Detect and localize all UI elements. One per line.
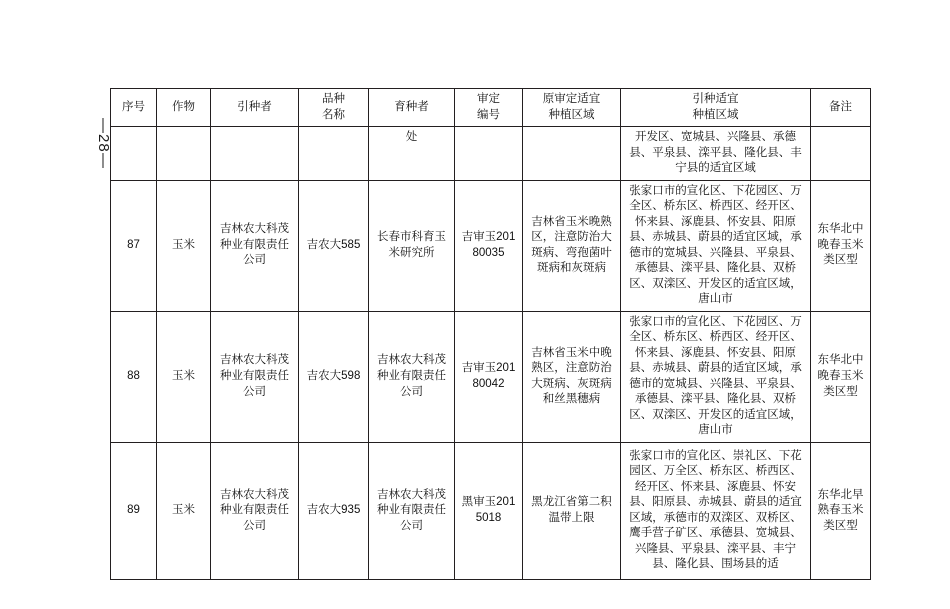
column-header-introducer: 引种者 <box>211 89 299 127</box>
page-number-value: 28 <box>95 134 112 153</box>
cell-breeder: 长春市科育玉米研究所 <box>369 180 455 311</box>
table-row <box>111 127 871 181</box>
cell-introducer: 吉林农大科茂种业有限责任公司 <box>211 311 299 442</box>
table-row <box>111 442 871 579</box>
cell-crop: 玉米 <box>157 180 211 311</box>
page-number-left-dash: — <box>95 118 112 134</box>
cell-variety: 吉农大598 <box>299 311 369 442</box>
variety-approval-table <box>110 88 871 580</box>
column-header-code-line2: 编号 <box>477 108 500 121</box>
cell-breeder: 吉林农大科茂种业有限责任公司 <box>369 442 455 579</box>
cell-intro-region: 张家口市的宣化区、下花园区、万全区、桥东区、桥西区、经开区、怀来县、涿鹿县、怀安县、阳原县、赤城县、蔚县的适宜区域，承德市的宽城县、兴隆县、平泉县、承德县、滦平县、隆化县、双桥区、双滦区、开发区的适宜区域，唐山市 <box>621 311 811 442</box>
table-row <box>111 180 871 311</box>
cell-origin-region: 黑龙江省第二积温带上限 <box>523 442 621 579</box>
cell-intro-region: 开发区、宽城县、兴隆县、承德县、平泉县、滦平县、隆化县、丰宁县的适宜区域 <box>621 127 811 181</box>
column-header-code <box>455 89 523 127</box>
column-header-variety-line1: 品种 <box>322 93 345 105</box>
cell-remark: 东华北中晚春玉米类区型 <box>811 180 871 311</box>
cell-introducer <box>211 127 299 181</box>
column-header-origin-line2: 种植区域 <box>548 108 595 121</box>
cell-origin-region: 吉林省玉米中晚熟区，注意防治大斑病、灰斑病和丝黑穗病 <box>523 311 621 442</box>
cell-introducer: 吉林农大科茂种业有限责任公司 <box>211 442 299 579</box>
cell-variety <box>299 127 369 181</box>
column-header-region-line2: 种植区域 <box>692 108 739 121</box>
cell-code: 黑审玉2015018 <box>455 442 523 579</box>
cell-intro-region: 张家口市的宣化区、崇礼区、下花园区、万全区、桥东区、桥西区、经开区、怀来县、涿鹿县、怀安县、阳原县、赤城县、蔚县的适宜区域，承德市的双滦区、双桥区、鹰手营子矿区、承德县、宽城县、兴隆县、平泉县、滦平县、丰宁县、隆化县、围场县的适 <box>621 442 811 579</box>
column-header-variety <box>299 89 369 127</box>
cell-breeder: 处 <box>369 127 455 181</box>
cell-variety: 吉农大935 <box>299 442 369 579</box>
table-body <box>111 127 871 580</box>
table-header <box>111 89 871 127</box>
column-header-intro-region <box>621 89 811 127</box>
cell-remark <box>811 127 871 181</box>
cell-remark: 东华北中晚春玉米类区型 <box>811 311 871 442</box>
column-header-origin-region <box>523 89 621 127</box>
cell-remark: 东华北早熟春玉米类区型 <box>811 442 871 579</box>
cell-seq <box>111 127 157 181</box>
cell-code: 吉审玉20180042 <box>455 311 523 442</box>
cell-breeder: 吉林农大科茂种业有限责任公司 <box>369 311 455 442</box>
cell-seq: 88 <box>111 311 157 442</box>
cell-code <box>455 127 523 181</box>
column-header-seq: 序号 <box>111 89 157 127</box>
cell-seq: 87 <box>111 180 157 311</box>
cell-crop: 玉米 <box>157 311 211 442</box>
cell-origin-region: 吉林省玉米晚熟区，注意防治大斑病、弯孢菌叶斑病和灰斑病 <box>523 180 621 311</box>
column-header-code-line1: 审定 <box>477 93 500 105</box>
column-header-variety-line2: 名称 <box>322 108 345 121</box>
column-header-region-line1: 引种适宜 <box>692 93 739 105</box>
cell-variety: 吉农大585 <box>299 180 369 311</box>
column-header-origin-line1: 原审定适宜 <box>542 93 601 105</box>
cell-introducer: 吉林农大科茂种业有限责任公司 <box>211 180 299 311</box>
table-row <box>111 311 871 442</box>
table-header-row <box>111 89 871 127</box>
cell-intro-region: 张家口市的宣化区、下花园区、万全区、桥东区、桥西区、经开区、怀来县、涿鹿县、怀安县、阳原县、赤城县、蔚县的适宜区域，承德市的宽城县、兴隆县、平泉县、承德县、滦平县、隆化县、双桥区、双滦区、开发区的适宜区域，唐山市 <box>621 180 811 311</box>
cell-crop <box>157 127 211 181</box>
cell-seq: 89 <box>111 442 157 579</box>
cell-crop: 玉米 <box>157 442 211 579</box>
cell-origin-region <box>523 127 621 181</box>
cell-code: 吉审玉20180035 <box>455 180 523 311</box>
column-header-crop: 作物 <box>157 89 211 127</box>
page-number <box>52 118 112 169</box>
column-header-breeder: 育种者 <box>369 89 455 127</box>
column-header-remark: 备注 <box>811 89 871 127</box>
page-number-right-dash: — <box>95 152 112 169</box>
